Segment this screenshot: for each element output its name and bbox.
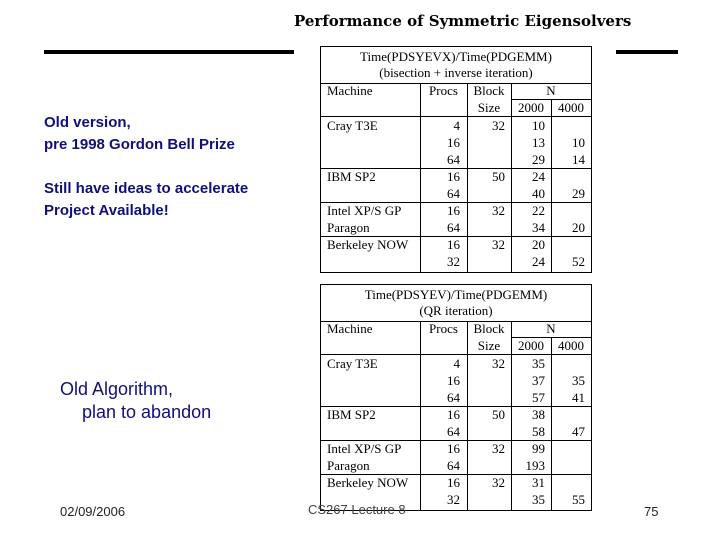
table1-cell-n4000: 20 [572,220,585,235]
table1-cell-n4000: 14 [572,152,585,167]
table2-cell-machine: Berkeley NOW [327,475,409,490]
note-old-version [44,112,235,156]
table1-cell-n4000: 52 [572,254,585,269]
table2-cell-machine: IBM SP2 [327,407,376,422]
table2-cell-block: 32 [492,475,505,490]
title-rule-left [44,50,294,54]
note-ideas-line1: Still have ideas to accelerate [44,180,249,197]
table2-cell-procs: 16 [447,441,460,456]
table1-header-2000: 2000 [518,100,544,115]
table2-header-machine: Machine [327,321,373,336]
table1-header-size: Size [477,100,501,115]
table1-header-machine: Machine [327,83,373,98]
table1-header-procs: Procs [429,83,458,98]
table2-cell-n2000: 35 [532,492,545,507]
note-old-algorithm [60,378,211,424]
table1-cell-n4000: 29 [572,186,585,201]
table-pdsyevx [320,46,592,273]
table2-cell-n4000: 47 [572,424,585,439]
table2-cell-block: 32 [492,356,505,371]
table2-header-n: N [546,321,556,336]
table1-cell-n2000: 20 [532,237,545,252]
table2-cell-n2000: 31 [532,475,545,490]
table2-cell-block: 32 [492,441,505,456]
table2-cell-n2000: 35 [532,356,545,371]
table1-cell-block: 32 [492,118,505,133]
table2-cell-n2000: 58 [532,424,545,439]
table2-cell-n4000: 41 [572,390,585,405]
table1-cell-block: 32 [492,203,505,218]
table1-cell-procs: 4 [453,118,460,133]
table2-cell-procs: 16 [447,475,460,490]
table1-cell-n2000: 29 [532,152,545,167]
table2-cell-machine: Intel XP/S GP [327,441,402,456]
table2-header-4000: 4000 [558,338,584,353]
table1-caption-line1: Time(PDSYEVX)/Time(PDGEMM) [360,49,552,64]
table2-caption-line1: Time(PDSYEV)/Time(PDGEMM) [364,287,548,302]
table2-header-size: Size [477,338,501,353]
table1-header-block: Block [473,83,505,98]
table1-cell-n2000: 40 [532,186,545,201]
table2-cell-procs: 64 [447,390,460,405]
title-rule-right [616,50,678,54]
table1-cell-n2000: 34 [532,220,545,235]
table1-cell-procs: 32 [447,254,460,269]
footer-page-number: 75 [644,504,659,519]
note-old-version-line1: Old version, [44,114,131,131]
table1-header-n: N [546,83,556,98]
table2-caption-line2: (QR iteration) [419,303,493,318]
table1-cell-n2000: 10 [532,118,545,133]
table-pdsyev [320,284,592,511]
table1-cell-n2000: 24 [532,254,545,269]
table1-cell-machine: Berkeley NOW [327,237,409,252]
table2-header-2000: 2000 [518,338,544,353]
table2-header-block: Block [473,321,505,336]
footer-course: CS267 Lecture 8 [308,502,406,517]
note-ideas-line2: Project Available! [44,202,169,219]
table1-cell-procs: 16 [447,237,460,252]
table2-cell-machine: Cray T3E [327,356,378,371]
table2-cell-n2000: 57 [532,390,545,405]
table1-caption-line2: (bisection + inverse iteration) [379,65,533,80]
table2-cell-n2000: 99 [532,441,545,456]
note-old-version-line2: pre 1998 Gordon Bell Prize [44,136,235,153]
slide-title: Performance of Symmetric Eigensolvers [294,12,632,30]
table1-cell-procs: 16 [447,169,460,184]
table2-cell-procs: 64 [447,458,460,473]
table1-cell-block: 50 [492,169,505,184]
footer-date: 02/09/2006 [60,504,126,519]
table1-cell-machine: Paragon [327,220,370,235]
table1-cell-procs: 64 [447,186,460,201]
table2-cell-procs: 32 [447,492,460,507]
table1-cell-block: 32 [492,237,505,252]
table1-cell-machine: IBM SP2 [327,169,376,184]
table2-cell-n2000: 193 [525,458,545,473]
table2-cell-n4000: 35 [572,373,585,388]
table1-cell-n4000: 10 [572,135,585,150]
table1-cell-n2000: 24 [532,169,545,184]
table1-cell-n2000: 22 [532,203,545,218]
table1-cell-procs: 16 [447,203,460,218]
note-ideas [44,178,248,222]
table2-cell-block: 50 [492,407,505,422]
table1-cell-machine: Intel XP/S GP [327,203,402,218]
table2-cell-procs: 64 [447,424,460,439]
table2-cell-procs: 16 [447,407,460,422]
table2-cell-procs: 16 [447,373,460,388]
note-old-algorithm-line1: Old Algorithm, [60,379,174,399]
table2-cell-n2000: 37 [532,373,545,388]
table1-cell-procs: 64 [447,220,460,235]
table2-header-procs: Procs [429,321,458,336]
table1-cell-machine: Cray T3E [327,118,378,133]
table1-cell-procs: 16 [447,135,460,150]
table1-cell-n2000: 13 [532,135,545,150]
table1-header-4000: 4000 [558,100,584,115]
table2-cell-procs: 4 [453,356,460,371]
table2-cell-n4000: 55 [572,492,585,507]
note-old-algorithm-line2: plan to abandon [82,402,212,422]
table2-cell-machine: Paragon [327,458,370,473]
table1-cell-procs: 64 [447,152,460,167]
table2-cell-n2000: 38 [532,407,545,422]
